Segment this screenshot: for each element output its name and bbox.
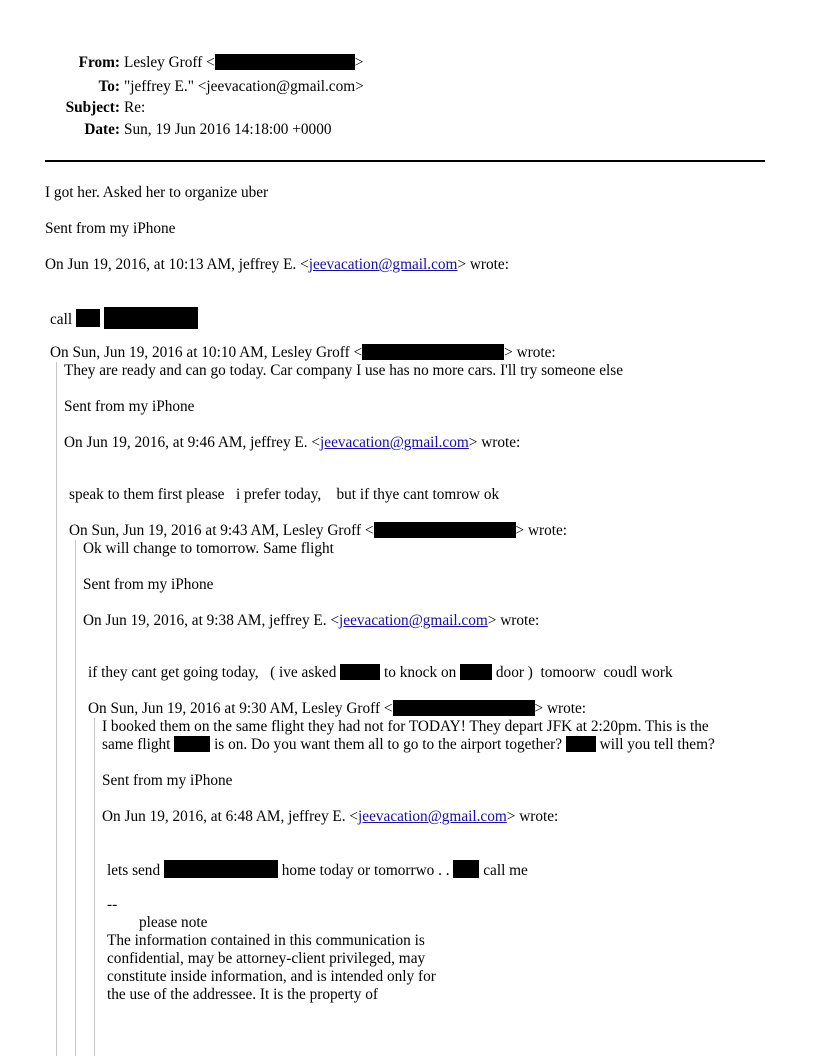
signature-line: the use of the addressee. It is the property of <box>107 986 379 1003</box>
to-label: To: <box>98 78 120 95</box>
quote-attribution: On Jun 19, 2016, at 9:46 AM, jeffrey E. <jeevacation@gmail.com> wrote: <box>64 434 521 451</box>
signature-line: The information contained in this communication is <box>107 932 425 949</box>
email-link[interactable]: jeevacation@gmail.com <box>320 434 469 451</box>
signature-separator: -- <box>107 896 118 913</box>
body-line: I got her. Asked her to organize uber <box>45 184 269 201</box>
redaction-block <box>362 344 504 360</box>
from-value: Lesley Groff < > <box>124 54 364 71</box>
from-label: From: <box>78 54 120 71</box>
quoted-message: speak to them first please i prefer today, but if thye cant tomrow ok <box>69 486 500 503</box>
sent-from-iphone: Sent from my iPhone <box>102 772 233 789</box>
redaction-block <box>453 860 479 878</box>
to-value: "jeffrey E." <jeevacation@gmail.com> <box>124 78 364 95</box>
subject-value: Re: <box>124 99 146 116</box>
quote-attribution: On Sun, Jun 19, 2016 at 10:10 AM, Lesley Groff < > wrote: <box>50 344 556 361</box>
sent-from-iphone: Sent from my iPhone <box>45 220 176 237</box>
quote-attribution: On Sun, Jun 19, 2016 at 9:43 AM, Lesley Groff < > wrote: <box>69 522 568 539</box>
quoted-message: if they cant get going today, ( ive asked to knock on door ) tomoorw coudl work <box>88 664 673 681</box>
quote-attribution: On Sun, Jun 19, 2016 at 9:30 AM, Lesley Groff < > wrote: <box>88 700 587 717</box>
subject-label: Subject: <box>65 99 120 116</box>
date-value: Sun, 19 Jun 2016 14:18:00 +0000 <box>124 121 332 138</box>
redaction-block <box>393 700 535 716</box>
quote-attribution: On Jun 19, 2016, at 9:38 AM, jeffrey E. <jeevacation@gmail.com> wrote: <box>83 612 540 629</box>
signature-line: confidential, may be attorney-client privileged, may <box>107 950 426 967</box>
redaction-block <box>374 522 516 538</box>
redaction-block <box>215 54 355 70</box>
quoted-text: I booked them on the same flight they had not for TODAY! They depart JFK at 2:20pm. This is the <box>102 718 709 735</box>
email-link[interactable]: jeevacation@gmail.com <box>358 808 507 825</box>
quoted-text: They are ready and can go today. Car company I use has no more cars. I'll try someone else <box>64 362 624 379</box>
sent-from-iphone: Sent from my iPhone <box>83 576 214 593</box>
redaction-block <box>566 736 596 752</box>
quoted-text: same flight is on. Do you want them all to go to the airport together? will you tell them? <box>102 736 715 753</box>
redaction-block <box>164 860 278 878</box>
redaction-block <box>174 736 210 752</box>
quote-attribution: On Jun 19, 2016, at 10:13 AM, jeffrey E. <jeevacation@gmail.com> wrote: <box>45 256 509 273</box>
quote-bar <box>94 718 95 1056</box>
date-label: Date: <box>84 121 120 138</box>
email-link[interactable]: jeevacation@gmail.com <box>308 256 458 273</box>
redaction-block <box>460 664 492 680</box>
quote-bar <box>56 362 57 1056</box>
redaction-block <box>104 307 198 329</box>
from-name: Lesley Groff <box>124 54 203 71</box>
quote-attribution: On Jun 19, 2016, at 6:48 AM, jeffrey E. <jeevacation@gmail.com> wrote: <box>102 808 559 825</box>
signature-line: constitute inside information, and is intended only for <box>107 968 436 985</box>
quoted-message: call <box>50 307 198 329</box>
quoted-message: lets send home today or tomorrwo . . call me <box>107 862 528 879</box>
sent-from-iphone: Sent from my iPhone <box>64 398 195 415</box>
header-divider <box>45 160 765 162</box>
signature-heading: please note <box>139 914 208 931</box>
quoted-text: Ok will change to tomorrow. Same flight <box>83 540 334 557</box>
email-link[interactable]: jeevacation@gmail.com <box>339 612 488 629</box>
quote-bar <box>75 540 76 1056</box>
redaction-block <box>76 309 100 327</box>
redaction-block <box>340 664 380 680</box>
